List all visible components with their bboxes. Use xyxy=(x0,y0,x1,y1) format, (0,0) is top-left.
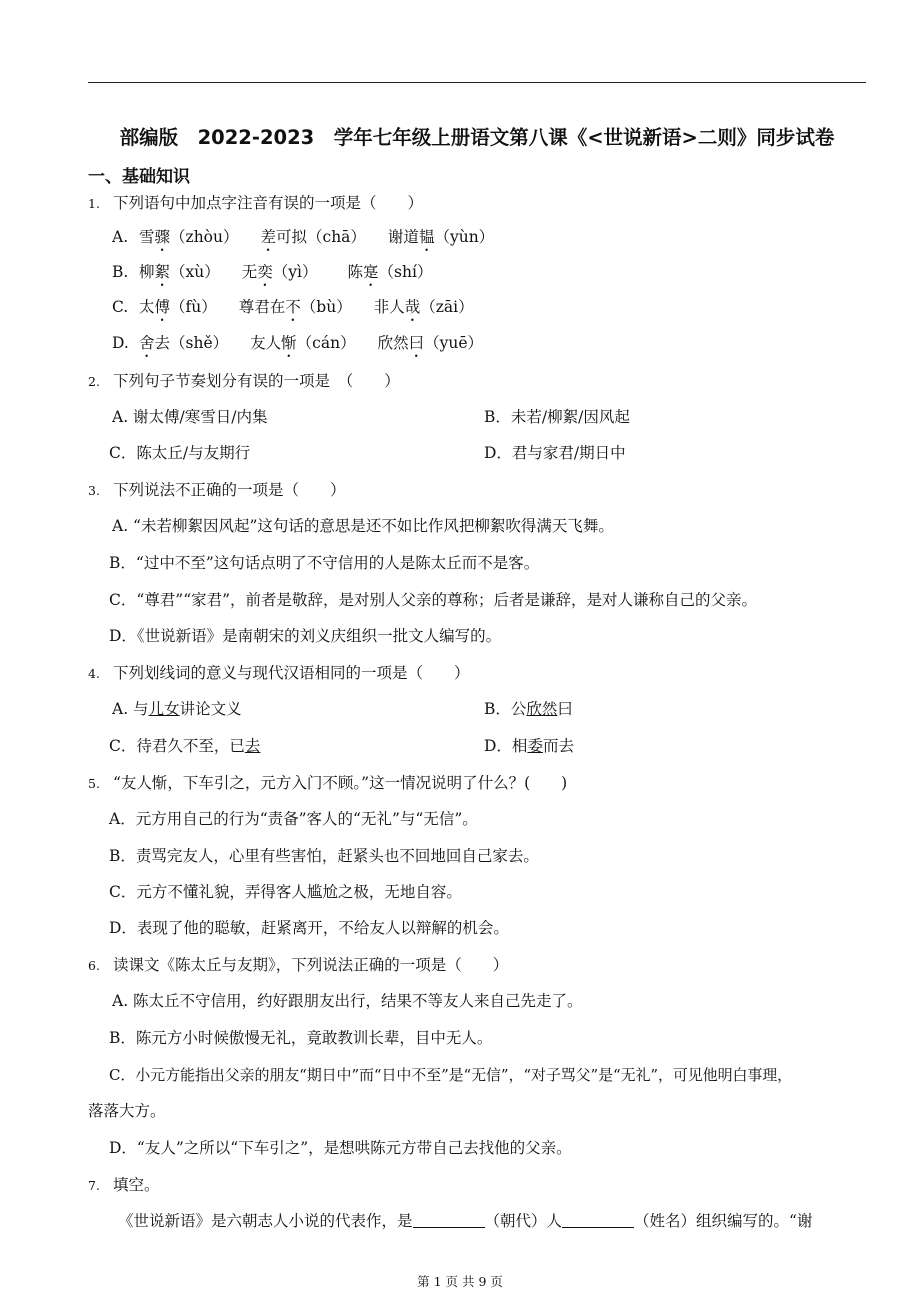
question-6: 6. 读课文《陈太丘与友期》，下列说法正确的一项是（ ） xyxy=(88,956,509,974)
q1-option-a: A. 雪骤（zhòu） 差可拟（chā） 谢道韫（yùn） xyxy=(112,228,495,246)
q2-option-a: A. 谢太傅/寒雪日/内集 xyxy=(112,408,268,426)
q6-option-b: B．陈元方小时候傲慢无礼，竟敢教训长辈，目中无人。 xyxy=(109,1029,493,1047)
q5-option-d: D．表现了他的聪敏，赶紧离开，不给友人以辩解的机会。 xyxy=(109,919,509,937)
q5-option-b: B．责骂完友人，心里有些害怕，赶紧头也不回地回自己家去。 xyxy=(109,847,539,865)
header-rule xyxy=(88,82,866,83)
question-1: 1. 下列语句中加点字注音有误的一项是（ ） xyxy=(88,194,424,212)
question-5: 5. “友人惭，下车引之，元方入门不顾。”这一情况说明了什么？( ) xyxy=(88,774,568,792)
question-2-stem: 下列句子节奏划分有误的一项是 （ ） xyxy=(113,372,400,390)
q3-option-a: A. “未若柳絮因风起”这句话的意思是还不如比作风把柳絮吹得满天飞舞。 xyxy=(112,517,614,535)
question-2: 2. 下列句子节奏划分有误的一项是 （ ） xyxy=(88,372,400,390)
page-title: 部编版 2022-2023 学年七年级上册语文第八课《<世说新语>二则》同步试卷 xyxy=(119,126,835,149)
q5-option-c: C．元方不懂礼貌，弄得客人尴尬之极，无地自容。 xyxy=(109,883,462,901)
question-3-stem: 下列说法不正确的一项是（ ） xyxy=(113,481,346,499)
question-4-stem: 下列划线词的意义与现代汉语相同的一项是（ ） xyxy=(113,664,470,682)
question-5-stem: “友人惭，下车引之，元方入门不顾。”这一情况说明了什么？( ) xyxy=(113,774,568,792)
q1-option-c: C. 太傅（fù） 尊君在不（bù） 非人哉（zāi） xyxy=(112,298,474,316)
q2-option-d: D．君与家君/期日中 xyxy=(484,444,626,462)
q4-option-a: A. 与儿女讲论文义 xyxy=(112,700,242,718)
question-1-stem: 下列语句中加点字注音有误的一项是（ ） xyxy=(113,194,424,212)
question-6-stem: 读课文《陈太丘与友期》，下列说法正确的一项是（ ） xyxy=(113,956,509,974)
q3-option-c: C．“尊君”“家君”，前者是敬辞，是对别人父亲的尊称；后者是谦辞，是对人谦称自己的父亲。 xyxy=(109,591,758,609)
q4-option-d: D．相委而去 xyxy=(484,737,574,755)
q1-option-d: D. 舍去（shě） 友人惭（cán） 欣然曰（yuē） xyxy=(112,334,484,352)
dynasty-blank[interactable] xyxy=(413,1211,485,1228)
q5-option-a: A．元方用自己的行为“责备”客人的“无礼”与“无信”。 xyxy=(109,810,478,828)
q7-fill-text: 《世说新语》是六朝志人小说的代表作，是 （朝代）人 （姓名）组织编写的。“谢 xyxy=(118,1212,813,1230)
name-blank[interactable] xyxy=(562,1211,634,1228)
question-7-stem: 填空。 xyxy=(113,1176,160,1194)
q3-option-b: B．“过中不至”这句话点明了不守信用的人是陈太丘而不是客。 xyxy=(109,554,540,572)
q4-option-c: C．待君久不至，已去 xyxy=(109,737,261,755)
question-7: 7. 填空。 xyxy=(88,1176,160,1194)
question-3: 3. 下列说法不正确的一项是（ ） xyxy=(88,481,346,499)
q4-option-b: B．公欣然曰 xyxy=(484,700,573,718)
q6-option-d: D．“友人”之所以“下车引之”，是想哄陈元方带自己去找他的父亲。 xyxy=(109,1139,572,1157)
section-heading: 一、基础知识 xyxy=(88,167,190,187)
q6-option-c: C．小元方能指出父亲的朋友“期日中”而“日中不至”是“无信”，“对子骂父”是“无礼”，可见他明白事理， xyxy=(109,1066,793,1084)
q2-option-c: C．陈太丘/与友期行 xyxy=(109,444,251,462)
q3-option-d: D．《世说新语》是南朝宋的刘义庆组织一批文人编写的。 xyxy=(109,627,502,645)
q1-option-b: B. 柳絮（xù） 无奕（yì） 陈寔（shí） xyxy=(112,263,433,281)
q6-option-c-cont: 落落大方。 xyxy=(88,1102,166,1120)
question-4: 4. 下列划线词的意义与现代汉语相同的一项是（ ） xyxy=(88,664,470,682)
q6-option-a: A. 陈太丘不守信用，约好跟朋友出行，结果不等友人来自己先走了。 xyxy=(112,992,583,1010)
page-footer: 第 1 页 共 9 页 xyxy=(417,1274,503,1289)
q2-option-b: B．未若/柳絮/因风起 xyxy=(484,408,630,426)
